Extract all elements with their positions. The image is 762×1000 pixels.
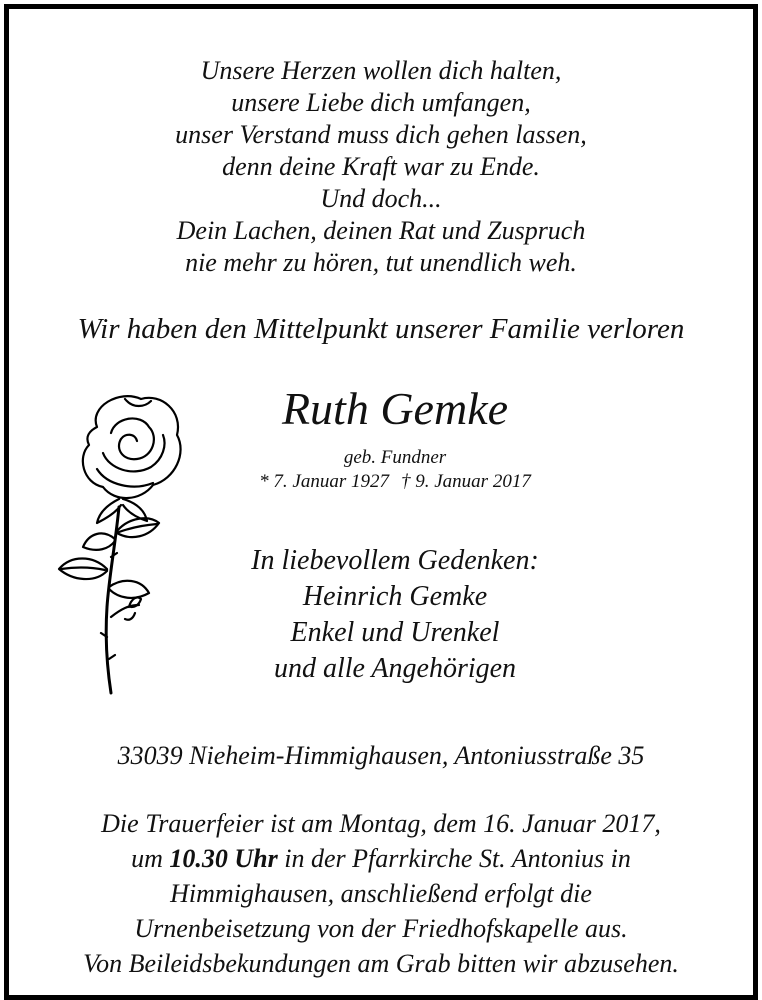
funeral-line: Von Beileidsbekundungen am Grab bitten wir abzusehen. bbox=[83, 949, 679, 978]
mourners-line: Enkel und Urenkel bbox=[290, 617, 500, 648]
headline: Wir haben den Mittelpunkt unserer Familie verloren bbox=[77, 313, 685, 345]
poem-line: unsere Liebe dich umfangen, bbox=[231, 88, 531, 117]
death-date: † 9. Januar 2017 bbox=[401, 471, 531, 492]
poem-line: Dein Lachen, deinen Rat und Zuspruch bbox=[176, 216, 586, 245]
funeral-line bbox=[9, 841, 753, 876]
address: 33039 Nieheim-Himmighausen, Antoniusstraße 35 bbox=[117, 741, 645, 770]
mourners-line: In liebevollem Gedenken: bbox=[251, 545, 539, 576]
life-dates bbox=[205, 470, 585, 494]
poem bbox=[9, 55, 753, 279]
mourners-line: und alle Angehörigen bbox=[273, 653, 517, 684]
funeral-line-suffix: in der Pfarrkirche St. Antonius in bbox=[277, 844, 631, 873]
funeral-time: 10.30 Uhr bbox=[169, 844, 278, 873]
poem-line: denn deine Kraft war zu Ende. bbox=[222, 152, 540, 181]
funeral-info bbox=[9, 806, 753, 981]
obituary-notice bbox=[4, 4, 758, 1000]
funeral-line-prefix: um bbox=[131, 844, 170, 873]
birth-date: * 7. Januar 1927 bbox=[259, 471, 389, 492]
poem-line: Und doch... bbox=[320, 184, 442, 213]
rose-icon bbox=[49, 387, 199, 699]
poem-line: nie mehr zu hören, tut unendlich weh. bbox=[185, 248, 577, 277]
deceased-name: Ruth Gemke bbox=[281, 383, 509, 434]
mourners-line: Heinrich Gemke bbox=[302, 581, 488, 612]
funeral-line: Die Trauerfeier ist am Montag, dem 16. Januar 2017, bbox=[101, 809, 661, 838]
mourners bbox=[205, 543, 585, 687]
funeral-line: Himmighausen, anschließend erfolgt die bbox=[170, 879, 592, 908]
poem-line: Unsere Herzen wollen dich halten, bbox=[200, 56, 562, 85]
poem-line: unser Verstand muss dich gehen lassen, bbox=[175, 120, 587, 149]
maiden-name: geb. Fundner bbox=[343, 447, 447, 468]
funeral-line: Urnenbeisetzung von der Friedhofskapelle aus. bbox=[134, 914, 628, 943]
